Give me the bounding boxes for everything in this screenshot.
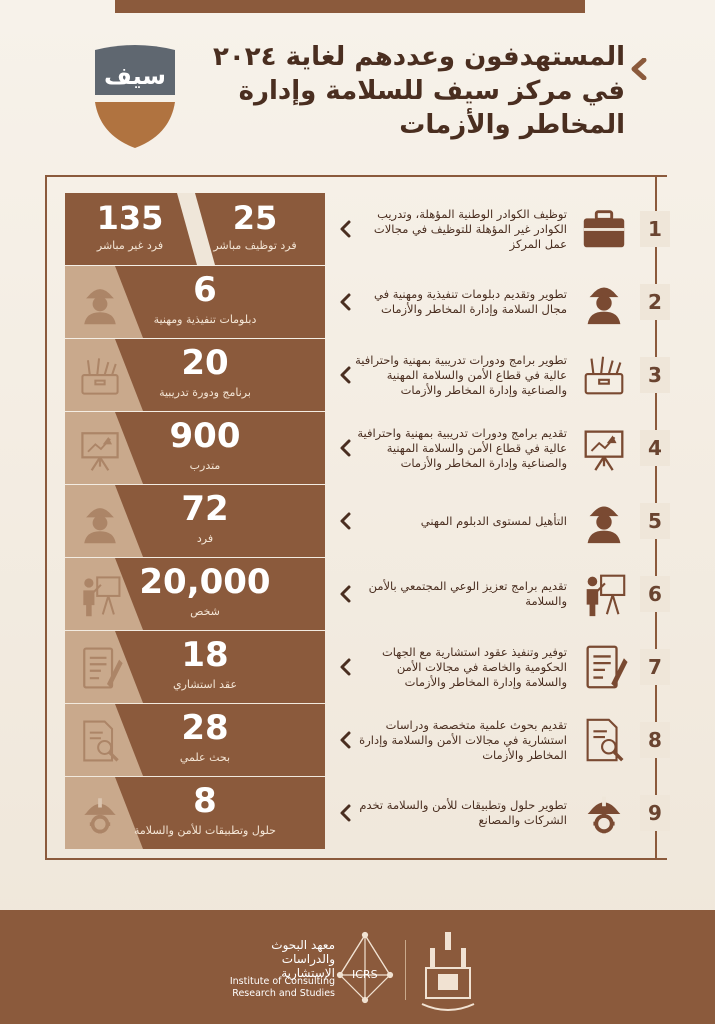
title-line-3: المخاطر والأزمات <box>399 110 625 140</box>
icrs-label: ICRS <box>352 968 378 981</box>
stat-label: متدرب <box>189 459 221 472</box>
target-description: تطوير حلول وتطبيقات للأمن والسلامة تخدم الشركات والمصانع <box>359 798 567 827</box>
chevron-left-icon <box>337 730 353 750</box>
chevron-left-icon <box>337 365 353 385</box>
top-band <box>115 0 585 13</box>
target-row-8 <box>65 704 685 776</box>
target-row-6 <box>65 558 685 630</box>
stat-value: 20,000 <box>139 562 271 602</box>
institute-name-en-line-1: Institute of Consulting <box>229 976 335 987</box>
stat-box <box>65 777 325 849</box>
university-logo-icon <box>418 928 478 1013</box>
presentation-board-icon <box>577 422 631 474</box>
chevron-left-icon <box>337 219 353 239</box>
stat-box <box>65 266 325 338</box>
stat-box <box>65 485 325 557</box>
target-row-3 <box>65 339 685 411</box>
row-number: 8 <box>640 722 670 758</box>
stat-value: 8 <box>193 781 217 821</box>
target-description: توفير وتنفيذ عقود استشارية مع الجهات الحكومية والخاصة في مجالات الأمن والسلامة وإدارة المخاطر والأزمات <box>381 644 567 689</box>
stat-value-direct: 25 <box>232 199 278 237</box>
target-row-1 <box>65 193 685 265</box>
research-icon <box>577 714 631 766</box>
saif-logo <box>90 40 180 150</box>
target-row-5 <box>65 485 685 557</box>
stat-value: 900 <box>169 416 241 456</box>
target-description: التأهيل لمستوى الدبلوم المهني <box>420 513 567 528</box>
institute-name-en <box>225 976 335 1000</box>
stat-label: فرد <box>196 532 214 545</box>
chevron-left-icon <box>337 584 353 604</box>
stat-label: شخص <box>190 605 220 618</box>
row-number: 7 <box>640 649 670 685</box>
worker-icon <box>577 276 631 328</box>
stat-box <box>65 704 325 776</box>
title-line-2: في مركز سيف للسلامة وإدارة <box>238 76 625 106</box>
stat-value: 72 <box>181 489 229 529</box>
row-number: 4 <box>640 430 670 466</box>
footer <box>0 910 715 1024</box>
target-description: تقديم بحوث علمية متخصصة ودراسات استشارية في مجالات الأمن والسلامة وإدارة المخاطر والأزمات <box>359 717 567 762</box>
helmet-gear-icon <box>577 787 631 839</box>
institute-name-ar <box>225 938 335 980</box>
stat-label-indirect: فرد غير مباشر <box>96 239 164 252</box>
target-row-9 <box>65 777 685 849</box>
logo-text: سيف <box>104 62 166 90</box>
stat-box <box>65 339 325 411</box>
target-row-2 <box>65 266 685 338</box>
target-description: تطوير وتقديم دبلومات تنفيذية ومهنية في مجال السلامة وإدارة المخاطر والأزمات <box>374 287 567 316</box>
stat-value: 18 <box>181 635 229 675</box>
toolbox-icon <box>577 349 631 401</box>
institute-name-ar-line-1: معهد البحوث <box>271 938 335 952</box>
target-row-4 <box>65 412 685 484</box>
chevron-left-icon <box>628 58 650 80</box>
chevron-left-icon <box>337 803 353 823</box>
target-description: تطوير برامج ودورات تدريبية بمهنية واحترافية عالية في قطاع الأمن والسلامة المهنية والصناعية وإدارة المخاطر والأزمات <box>355 352 567 397</box>
chevron-left-icon <box>337 657 353 677</box>
row-number: 3 <box>640 357 670 393</box>
chevron-left-icon <box>337 438 353 458</box>
presenter-icon <box>577 568 631 620</box>
worker-icon <box>577 495 631 547</box>
row-number: 1 <box>640 211 670 247</box>
chevron-left-icon <box>337 292 353 312</box>
stat-label-direct: فرد توظيف مباشر <box>213 239 297 252</box>
target-description: توظيف الكوادر الوطنية المؤهلة، وتدريب الكوادر غير المؤهلة للتوظيف في مجالات عمل المركز <box>373 206 567 251</box>
stat-box <box>65 412 325 484</box>
stat-value: 6 <box>193 270 217 310</box>
footer-divider <box>405 940 406 1000</box>
stat-value: 20 <box>181 343 229 383</box>
contract-icon <box>577 641 631 693</box>
page-title <box>190 40 625 142</box>
stat-label: بحث علمي <box>179 751 231 764</box>
chevron-left-icon <box>337 511 353 531</box>
row-number: 9 <box>640 795 670 831</box>
briefcase-icon <box>577 203 631 255</box>
title-line-1: المستهدفون وعددهم لغاية ٢٠٢٤ <box>213 42 625 72</box>
stat-box <box>65 558 325 630</box>
row-number: 5 <box>640 503 670 539</box>
target-description: تقديم برامج ودورات تدريبية بمهنية واحترافية عالية في قطاع الأمن والسلامة المهنية والصناعية وإدارة المخاطر والأزمات <box>357 425 567 470</box>
institute-name-ar-line-2: والدراسات الإستشارية <box>281 952 335 980</box>
stat-label: برنامج ودورة تدريبية <box>159 386 251 399</box>
institute-name-en-line-2: Research and Studies <box>232 988 335 999</box>
stat-label: دبلومات تنفيذية ومهنية <box>153 313 257 326</box>
row-number: 6 <box>640 576 670 612</box>
stat-value-indirect: 135 <box>96 199 164 237</box>
stat-label: حلول وتطبيقات للأمن والسلامة <box>134 824 276 837</box>
stat-value: 28 <box>181 708 229 748</box>
row-number: 2 <box>640 284 670 320</box>
stat-label: عقد استشاري <box>172 678 238 691</box>
target-row-7 <box>65 631 685 703</box>
stat-box <box>65 193 325 265</box>
stat-box <box>65 631 325 703</box>
target-description: تقديم برامج تعزيز الوعي المجتمعي بالأمن والسلامة <box>368 579 567 608</box>
